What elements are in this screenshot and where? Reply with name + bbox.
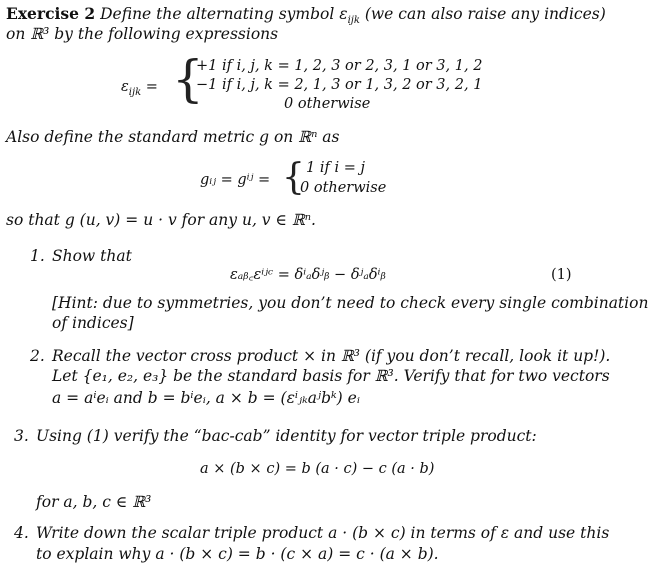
item-1-text: Show that [52,247,132,265]
item-1-equation: εₐᵦ꜀εⁱʲᶜ = δⁱₐδʲᵦ − δʲₐδⁱᵦ [230,267,386,283]
item-1-hint-line1: [Hint: due to symmetries, you don’t need to check every single combination [52,294,649,312]
exercise-heading: Exercise 2 [6,4,96,23]
item-2-line3: a = aⁱeᵢ and b = bⁱeᵢ, a × b = (εⁱⱼₖaʲbᵏ) eᵢ [52,389,360,407]
metric-case-2: 0 otherwise [300,180,387,196]
item-2-line2: Let {e₁, e₂, e₃} be the standard basis for ℝ³. Verify that for two vectors [52,367,610,385]
epsilon-case-3: 0 otherwise [284,96,371,112]
epsilon-brace: { [172,50,204,108]
epsilon-case-2: −1 if i, j, k = 2, 1, 3 or 1, 3, 2 or 3, 2, 1 [196,77,483,93]
item-2-number: 2. [30,347,45,365]
item-2-line1: Recall the vector cross product × in ℝ³ (if you don’t recall, look it up!). [52,347,611,365]
item-3-line1: Using (1) verify the “bac-cab” identity for vector triple product: [36,427,537,445]
item-4-line1: Write down the scalar triple product a · (b × c) in terms of ε and use this [36,524,610,542]
metric-brace: { [282,157,305,198]
item-1-number: 1. [30,247,45,265]
item-3-equation: a × (b × c) = b (a · c) − c (a · b) [200,461,435,477]
epsilon-case-1: +1 if i, j, k = 1, 2, 3 or 2, 3, 1 or 3, 1, 2 [196,58,483,74]
metric-case-1: 1 if i = j [306,160,365,176]
equation-tag-1: (1) [551,267,572,283]
item-4-number: 4. [14,524,29,542]
so-that-line: so that g (u, v) = u · v for any u, v ∈ ℝⁿ. [6,211,316,229]
item-3-line2: for a, b, c ∈ ℝ³ [36,493,152,511]
metric-intro: Also define the standard metric g on ℝⁿ as [6,128,340,146]
epsilon-lhs: $\varepsilon_{ijk}$ = [121,79,158,98]
intro-text: Define the alternating symbol $\varepsilon_{ijk}$ (we can also raise any indices) [100,5,606,27]
exercise-intro-line2: on ℝ³ by the following expressions [6,25,279,43]
item-4-line2: to explain why a · (b × c) = b · (c × a) = c · (a × b). [36,545,439,563]
item-3-number: 3. [14,427,29,445]
item-1-hint-line2: of indices] [52,314,134,332]
metric-lhs: gᵢⱼ = gⁱʲ = [200,172,271,188]
